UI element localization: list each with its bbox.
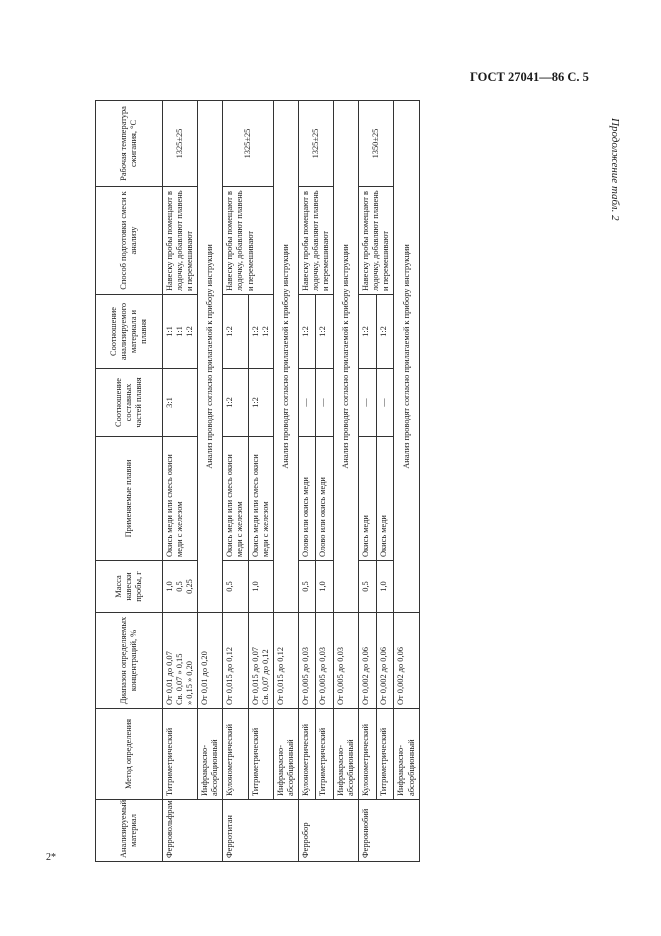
header-preparation: Способ подготовки смеси к анализу (96, 187, 163, 295)
mass-cell: 1,0 (248, 561, 273, 613)
flux-cell: Окись меди или смесь окиси меди с железом (248, 437, 273, 561)
sample-ratio-cell: 1:1 1:1 1:2 (163, 295, 198, 369)
range-cell: От 0,015 до 0,12 (273, 613, 298, 709)
range-cell: От 0,005 до 0,03 (298, 613, 316, 709)
method-cell: Инфракрасно-абсорбционный (273, 709, 298, 800)
table-row (163, 101, 198, 862)
method-cell: Инфракрасно-абсорбционный (334, 709, 359, 800)
prep-cell: Навеску пробы помещают в лодочку, добавляют плавень и перемешивают (163, 187, 198, 295)
header-material: Анализируемый материал (96, 800, 163, 862)
flux-ratio-cell: 3:1 (163, 369, 198, 437)
sample-ratio-cell: 1:2 (223, 295, 248, 369)
range-cell: От 0,002 до 0,06 (376, 613, 394, 709)
method-cell: Титриметрический (376, 709, 394, 800)
mass-cell: 0,5 (298, 561, 316, 613)
table-row (223, 101, 248, 862)
method-cell: Кулонометрический (223, 709, 248, 800)
temperature-cell: 1325±25 (223, 101, 273, 187)
flux-ratio-cell: — (359, 369, 377, 437)
range-cell: От 0,015 до 0,07 Св. 0,07 до 0,12 (248, 613, 273, 709)
table-header-row (96, 101, 163, 862)
instruction-note: Анализ проводят согласно прилагаемой к прибору инструкции (273, 101, 298, 613)
method-cell: Титриметрический (248, 709, 273, 800)
instruction-note: Анализ проводят согласно прилагаемой к прибору инструкции (334, 101, 359, 613)
method-cell: Инфракрасно-абсорбционный (198, 709, 223, 800)
range-cell: От 0,005 до 0,03 (316, 613, 334, 709)
prep-cell: Навеску пробы помещают в лодочку, добавляют плавень и перемешивают (298, 187, 333, 295)
header-mass: Масса навески пробы, г (96, 561, 163, 613)
table-row (334, 101, 359, 862)
prep-cell: Навеску пробы помещают в лодочку, добавляют плавень и перемешивают (359, 187, 394, 295)
method-cell: Инфракрасно-абсорбционный (394, 709, 419, 800)
range-cell: От 0,015 до 0,12 (223, 613, 248, 709)
page-mark: 2* (46, 852, 56, 863)
flux-cell: Олово или окись меди (298, 437, 316, 561)
flux-ratio-cell: 1:2 (248, 369, 273, 437)
flux-cell: Олово или окись меди (316, 437, 334, 561)
material-cell: Ферротитан (223, 800, 298, 862)
range-cell: От 0,01 до 0,20 (198, 613, 223, 709)
method-cell: Титриметрический (163, 709, 198, 800)
method-cell: Титриметрический (316, 709, 334, 800)
flux-ratio-cell: — (316, 369, 334, 437)
table-row (359, 101, 377, 862)
temperature-cell: 1325±25 (298, 101, 333, 187)
mass-cell: 1,0 (376, 561, 394, 613)
flux-ratio-cell: 1:2 (223, 369, 248, 437)
table-row (273, 101, 298, 862)
instruction-note: Анализ проводят согласно прилагаемой к прибору инструкции (198, 101, 223, 613)
rotated-table-wrapper (95, 101, 615, 862)
range-cell: От 0,005 до 0,03 (334, 613, 359, 709)
table-continuation-label: Продолжение табл. 2 (609, 118, 621, 221)
mass-cell: 0,5 (223, 561, 248, 613)
sample-ratio-cell: 1:2 (316, 295, 334, 369)
material-cell: Ферробор (298, 800, 358, 862)
document-header: ГОСТ 27041—86 С. 5 (470, 70, 589, 84)
method-cell: Кулонометрический (298, 709, 316, 800)
material-cell: Ферровольфрам (163, 800, 223, 862)
material-cell: Феррониобий (359, 800, 419, 862)
header-sample-ratio: Соотношение анализируемого материала и плавня (96, 295, 163, 369)
analysis-methods-table (95, 100, 420, 862)
table-row (298, 101, 316, 862)
range-cell: От 0,002 до 0,06 (394, 613, 419, 709)
header-flux-ratio: Соотношение составных частей плавня (96, 369, 163, 437)
mass-cell: 1,0 0,5 0,25 (163, 561, 198, 613)
flux-cell: Окись меди (359, 437, 377, 561)
flux-cell: Окись меди или смесь окиси меди с железом (163, 437, 198, 561)
flux-ratio-cell: — (298, 369, 316, 437)
temperature-cell: 1350±25 (359, 101, 394, 187)
method-cell: Кулонометрический (359, 709, 377, 800)
mass-cell: 1,0 (316, 561, 334, 613)
table-row (394, 101, 419, 862)
table-row (198, 101, 223, 862)
range-cell: От 0,01 до 0,07 Св. 0,07 » 0,15 » 0,15 » 0,20 (163, 613, 198, 709)
mass-cell: 0,5 (359, 561, 377, 613)
instruction-note: Анализ проводят согласно прилагаемой к прибору инструкции (394, 101, 419, 613)
header-range: Диапазон определяемых концентраций, % (96, 613, 163, 709)
sample-ratio-cell: 1:2 1:2 (248, 295, 273, 369)
sample-ratio-cell: 1:2 (298, 295, 316, 369)
range-cell: От 0,002 до 0,06 (359, 613, 377, 709)
header-temperature: Рабочая температура сжигания, °С (96, 101, 163, 187)
sample-ratio-cell: 1:2 (376, 295, 394, 369)
prep-cell: Навеску пробы помещают в лодочку, добавляют плавень и перемешивают (223, 187, 273, 295)
flux-cell: Окись меди (376, 437, 394, 561)
flux-cell: Окись меди или смесь окиси меди с железом (223, 437, 248, 561)
header-method: Метод определения (96, 709, 163, 800)
temperature-cell: 1325±25 (163, 101, 198, 187)
sample-ratio-cell: 1:2 (359, 295, 377, 369)
flux-ratio-cell: — (376, 369, 394, 437)
header-flux: Применяемые плавни (96, 437, 163, 561)
